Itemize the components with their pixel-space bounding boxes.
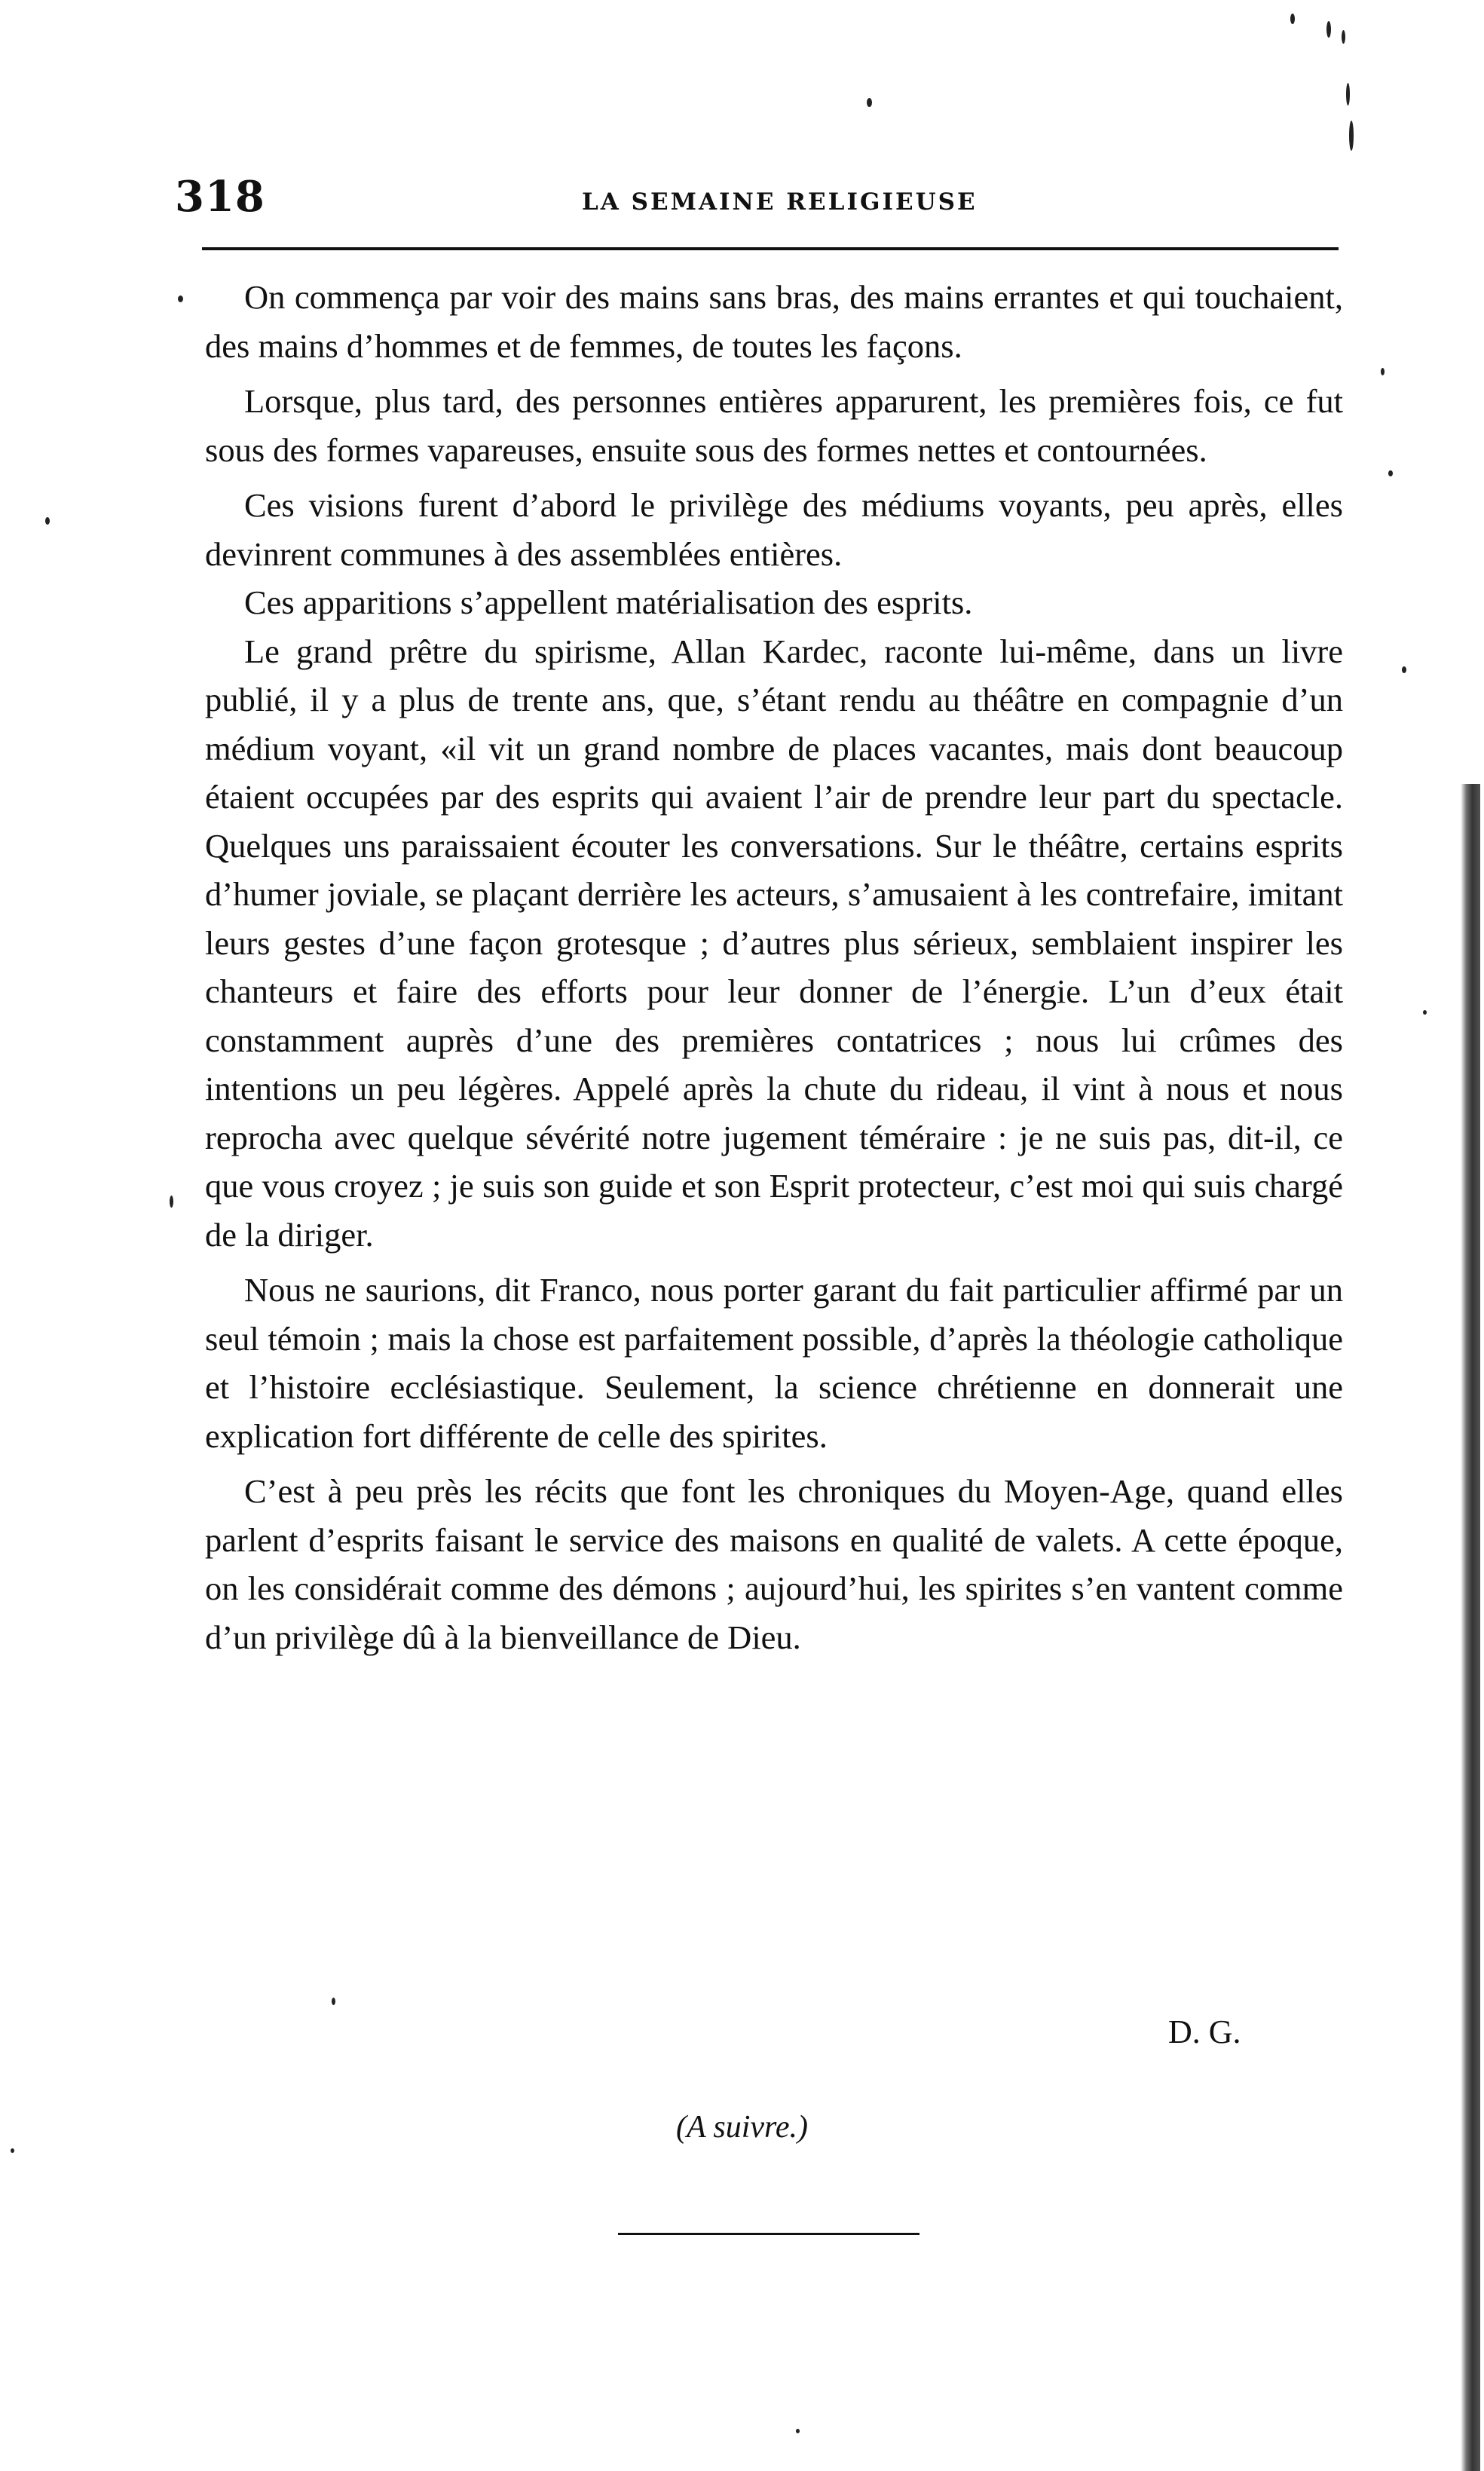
paragraph-3: Ces visions furent d’abord le privilège des médiums voyants, peu après, elles devinrent communes à des assemblées entières.: [205, 486, 1343, 573]
scan-speck: [796, 2429, 800, 2433]
scan-speck: [11, 2148, 14, 2153]
scan-speck: [867, 98, 872, 107]
scan-speck: [1402, 666, 1406, 673]
paragraph-7: C’est à peu près les récits que font les chroniques du Moyen-Age, quand elles parlent d’esprits faisant le service des maisons en qualité de valets. A cette époque, on les considérait comme des démons ; aujourd’hui, les spirites s’en vantent comme d’un privilège dû à la bienveillance de Dieu.: [205, 1472, 1343, 1656]
scan-speck: [1381, 368, 1385, 375]
scan-speck: [1388, 470, 1393, 476]
paragraph-4: Ces apparitions s’appellent matérialisation des esprits.: [244, 583, 973, 621]
continuation-note: (A suivre.): [676, 2110, 808, 2145]
scan-speck: [1326, 21, 1331, 38]
scan-speck: [1290, 14, 1295, 24]
scan-speck: [1349, 121, 1354, 151]
scan-speck: [1342, 30, 1345, 44]
paragraph-5: Le grand prêtre du spirisme, Allan Kardec, raconte lui-même, dans un livre publié, il y a plus de trente ans, que, s’étant rendu au théâtre en compagnie d’un médium voyant, «il vit un grand nombre de places vacantes, mais dont beaucoup étaient occupées par des esprits qui avaient l’air de prendre leur part du spectacle. Quelques uns paraissaient écouter les conversations. Sur le théâtre, certains esprits d’humer joviale, se plaçant derrière les acteurs, s’amusaient à les contrefaire, imitant leurs gestes d’une façon grotesque ; d’autres plus sérieux, semblaient inspirer les chanteurs et faire des efforts pour leur donner de l’énergie. L’un d’eux était constamment auprès d’une des premières contatrices ; nous lui crûmes des intentions un peu légères. Appelé après la chute du rideau, il vint à nous et nous reprocha avec quelque sévérité notre jugement téméraire : je ne suis pas, dit-il, ce que vous croyez ; je suis son guide et son Esprit protecteur, c’est moi qui suis chargé de la diriger.: [205, 632, 1343, 1254]
end-rule: [618, 2233, 919, 2235]
paragraph-6: Nous ne saurions, dit Franco, nous porter garant du fait particulier affirmé par un seul témoin ; mais la chose est parfaitement possible, d’après la théologie catholique et l’histoire ecclésiastique. Seulement, la science chrétienne en donnerait une explication fort différente de celle des spirites.: [205, 1271, 1343, 1455]
article-body: [205, 273, 1343, 1668]
scan-speck: [1346, 83, 1350, 106]
scan-speck: [332, 1998, 335, 2005]
scan-speck: [45, 517, 50, 525]
header-rule: [202, 247, 1339, 250]
scan-edge-shadow: [1461, 784, 1480, 2471]
page-number: 318: [175, 172, 265, 222]
scan-speck: [170, 1196, 173, 1208]
paragraph-2: Lorsque, plus tard, des personnes entières apparurent, les premières fois, ce fut sous des formes vapareuses, ensuite sous des formes nettes et contournées.: [205, 382, 1343, 469]
paragraph-1: On commença par voir des mains sans bras, des mains errantes et qui touchaient, des mains d’hommes et de femmes, de toutes les façons.: [205, 278, 1343, 365]
scan-speck: [1423, 1010, 1427, 1015]
running-head: LA SEMAINE RELIGIEUSE: [582, 188, 978, 216]
page-header: [175, 172, 1351, 225]
scan-speck: [178, 295, 183, 302]
author-signature: D. G.: [1168, 2013, 1241, 2050]
